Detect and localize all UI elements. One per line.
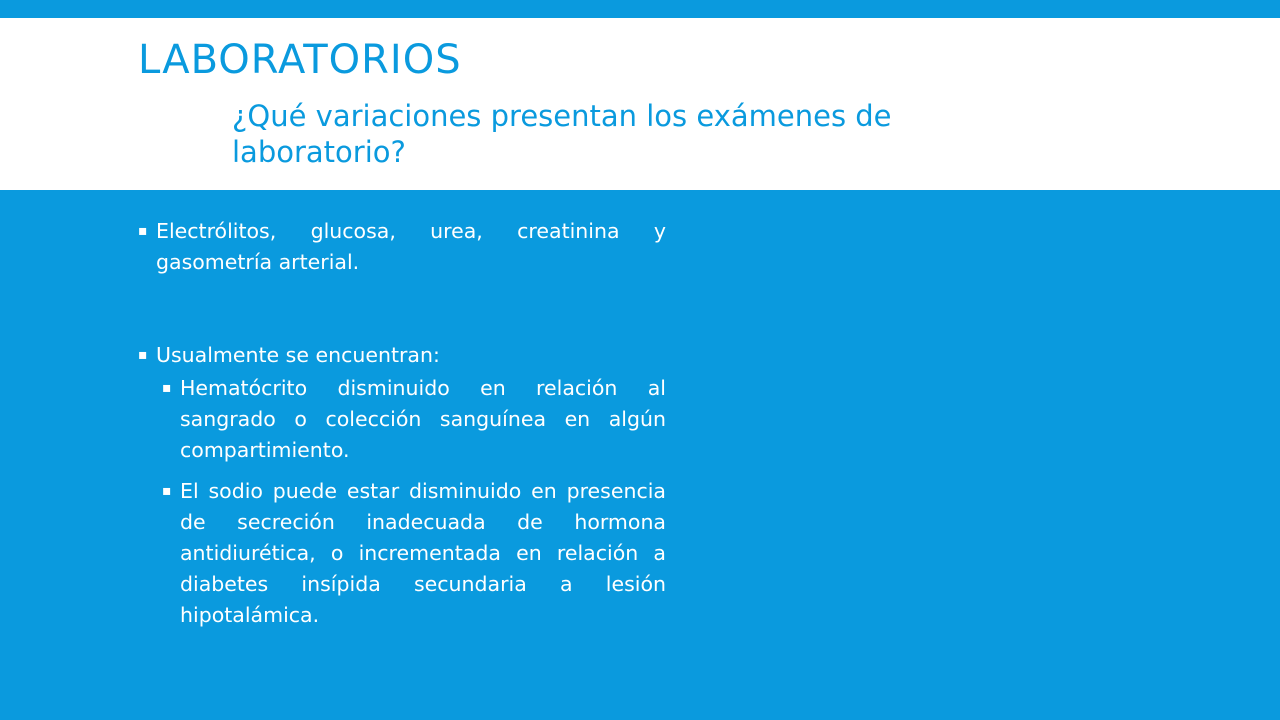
bullet-item <box>138 340 666 371</box>
bullet-text: Usualmente se encuentran: <box>156 343 440 367</box>
bullet-text: Hematócrito disminuido en relación al sangrado o colección sanguínea en algún compartimiento. <box>180 376 666 462</box>
slide-subtitle: ¿Qué variaciones presentan los exámenes de laboratorio? <box>232 99 892 169</box>
bullet-marker-icon: ▪ <box>138 347 148 363</box>
bullet-text: Electrólitos, glucosa, urea, creatinina y gasometría arterial. <box>156 219 666 274</box>
bullet-marker-icon: ▪ <box>138 223 148 239</box>
sub-bullet-item <box>162 373 666 466</box>
bullet-list <box>138 216 666 631</box>
bullet-item <box>138 216 666 278</box>
bullet-marker-icon: ▪ <box>162 380 172 396</box>
bullet-text: El sodio puede estar disminuido en presencia de secreción inadecuada de hormona antidiurética, o incrementada en relación a diabetes insípida secundaria a lesión hipotalámica. <box>180 479 666 627</box>
slide-title: LABORATORIOS <box>138 37 462 83</box>
sub-bullet-item <box>162 476 666 631</box>
bullet-marker-icon: ▪ <box>162 483 172 499</box>
